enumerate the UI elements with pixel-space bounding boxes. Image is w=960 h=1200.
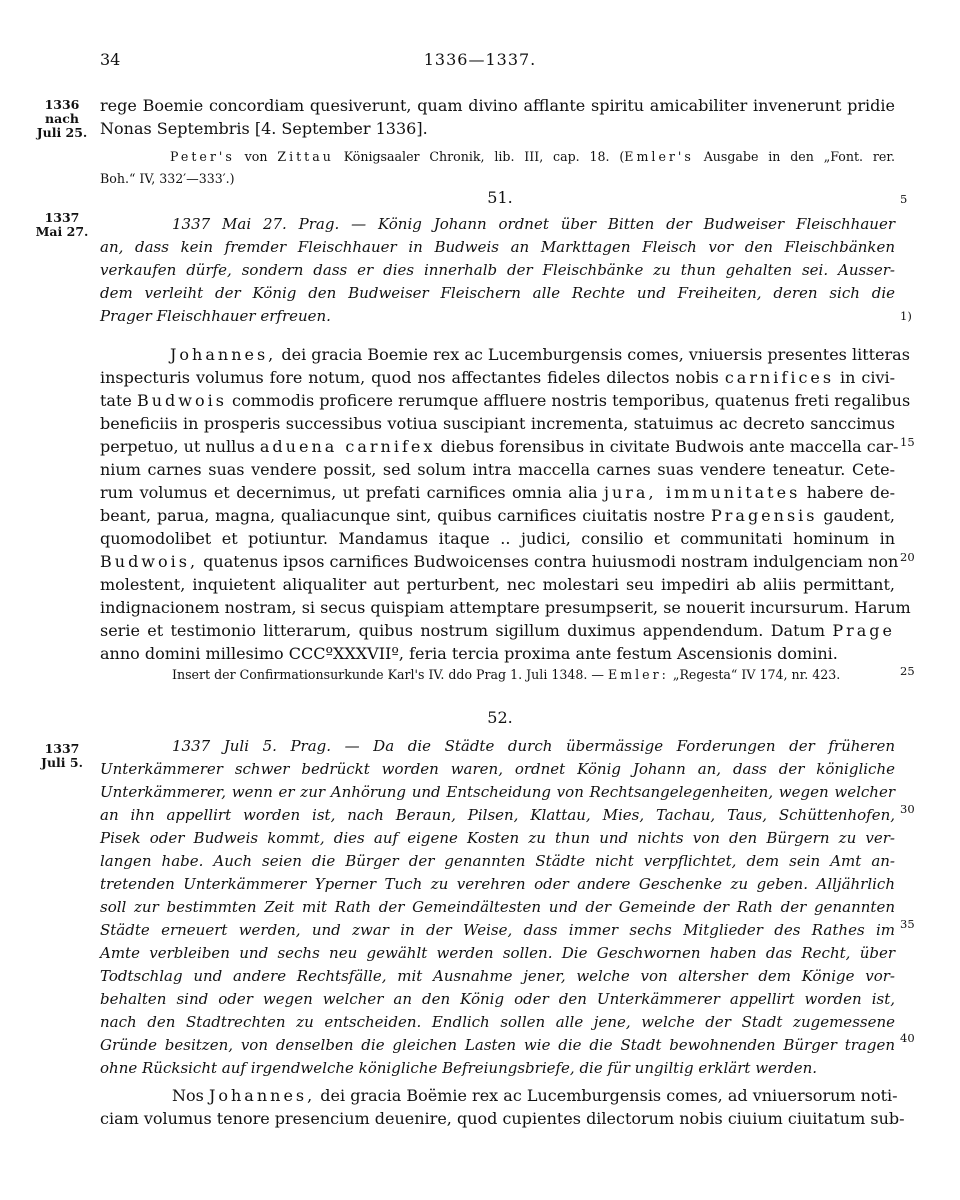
line-number: 20 (900, 550, 915, 564)
margin-date-1337-mai: 1337 Mai 27. (35, 210, 89, 239)
document-number-52: 52. (487, 708, 513, 727)
line-number: 5 (900, 192, 908, 206)
continuation-text: rege Boemie concordiam quesiverunt, quam divino afflante spiritu amicabiliter invenerunt pridie Nonas Septembris [4. September 1336]. (100, 96, 895, 138)
margin-date-1336: 1336 nach Juli 25. (36, 97, 88, 140)
margin-date-1337-juli: 1337 Juli 5. (41, 741, 83, 770)
document-number-51: 51. (487, 188, 513, 207)
footnote-marker: 1) (900, 309, 912, 323)
line-number: 25 (900, 664, 915, 678)
source-note-1: Peter's von Zittau Königsaaler Chronik, lib. III, cap. 18. (Emler's Ausgabe in den „Font. rer. Boh.“ IV, 332′—333′.) (100, 149, 895, 186)
line-number: 40 (900, 1031, 915, 1045)
regest-51: 1337 Mai 27. Prag. — König Johann ordnet über Bitten der Budweiser Fleischhauer an, dass kein fremder Fleischhauer in Budweis an Markttagen Fleisch vor den Fleischbänken verkaufen dürfe, sondern dass er dies innerhalb der Fleischbänke zu thun gehalten sei. Ausser- dem verleiht der König den Budweiser Fleischern alle Rechte und Freiheiten, deren sich die Prager Fleischhauer erfreuen. (100, 215, 895, 325)
line-number: 30 (900, 802, 915, 816)
line-number: 35 (900, 917, 915, 931)
charter-text-52: Nos Johannes, dei gracia Boëmie rex ac Lucemburgensis comes, ad vniuersorum noti- ciam volumus tenore presencium deuenire, quod cupientes dilectorum nobis ciuium ciuitatum sub- (100, 1086, 905, 1128)
source-note-51: Insert der Confirmationsurkunde Karl's IV. ddo Prag 1. Juli 1348. — Emler: „Regesta“ IV 174, nr. 423. (172, 667, 841, 682)
regest-52: 1337 Juli 5. Prag. — Da die Städte durch übermässige Forderungen der früheren Unterkämmerer schwer bedrückt worden waren, ordnet König Johann an, dass der königliche Unterkämmerer, wenn er zur Anhörung und Entscheidung von Rechtsangelegenheiten, wegen welcher an ihn appellirt worden ist, nach Beraun, Pilsen, Klattau, Mies, Tachau, Taus, Schüttenhofen, Pisek oder Budweis kommt, dies auf eigene Kosten zu thun und nichts von den Bürgern zu ver- langen habe. Auch seien die Bürger der genannten Städte nicht verpflichtet, dem sein Amt an- tretenden Unterkämmerer Yperner Tuch zu verehren oder andere Geschenke zu geben. Alljährlich soll zur bestimmten Zeit mit Rath der Gemeindältesten und der Gemeinde der Rath der genannten Städte erneuert werden, und zwar in der Weise, dass immer sechs Mitglieder des Rathes im Amte verbleiben und sechs neu gewählt werden sollen. Die Geschwornen haben das Recht, über Todtschlag und andere Rechtsfälle, mit Ausnahme jener, welche von altersher dem Könige vor- behalten sind oder wegen welcher an den König oder den Unterkämmerer appellirt worden ist, nach den Stadtrechten zu entscheiden. Endlich sollen alle jene, welche der Stadt zugemessene Gründe besitzen, von denselben die gleichen Lasten wie die die Stadt bewohnenden Bürger tragen ohne Rücksicht auf irgendwelche königliche Befreiungsbriefe, die für ungiltig erklärt werden. (100, 737, 895, 1077)
line-number: 15 (900, 435, 915, 449)
running-head: 1336—1337. (423, 50, 537, 69)
page-number: 34 (100, 50, 121, 69)
page-header (0, 50, 960, 74)
charter-text-51: Johannes, dei gracia Boemie rex ac Lucemburgensis comes, vniuersis presentes litteras inspecturis volumus fore notum, quod nos affectantes fideles dilectos nobis carnifices in civi- tate Budwois commodis proficere rerumque affluere nostris temporibus, quatenus freti regalibus beneficiis in prosperis successibus votiua suscipiant incrementa, statuimus ac decreto sanccimus perpetuo, ut nullus aduena carnifex diebus forensibus in civitate Budwois ante maccella car- nium carnes suas vendere possit, sed solum intra maccella carnes suas vendere teneatur. Cete- rum volumus et decernimus, ut prefati carnifices omnia alia jura, immunitates habere de- beant, parua, magna, qualiacunque sint, quibus carnifices ciuitatis nostre Pragensis gaudent, quomodolibet et potiuntur. Mandamus itaque .. judici, consilio et communitati hominum in Budwois, quatenus ipsos carnifices Budwoicenses contra huiusmodi nostram indulgenciam non molestent, inquietent aliqualiter aut perturbent, nec molestari seu impediri ab aliis permittant, indignacionem nostram, si secus quispiam attemptare presumpserit, se nouerit incursurum. Harum serie et testimonio litterarum, quibus nostrum sigillum duximus appendendum. Datum Prage anno domini millesimo CCCºXXXVIIº, feria tercia proxima ante festum Ascensionis domini. (100, 345, 911, 663)
